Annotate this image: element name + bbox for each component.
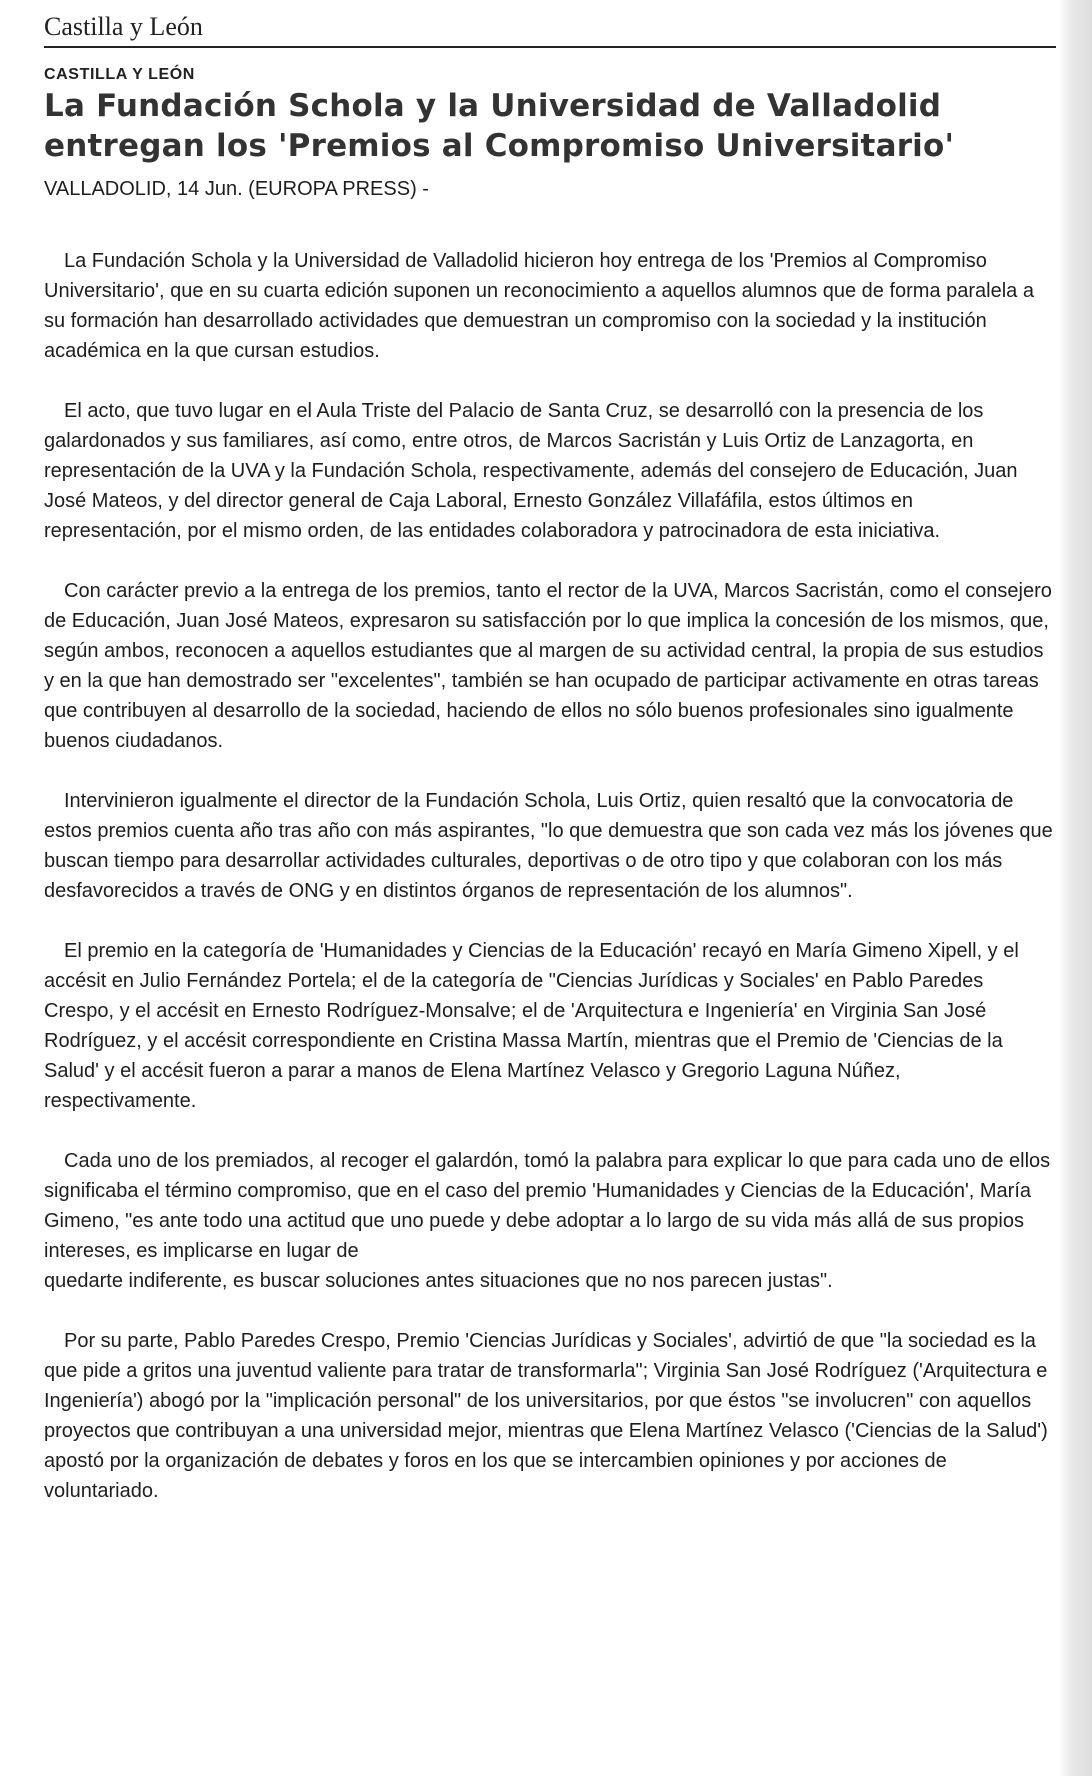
article-paragraph: La Fundación Schola y la Universidad de Valladolid hicieron hoy entrega de los 'Premios al Compromiso Universitario', que en su cuarta edición suponen un reconocimiento a aquellos alumnos que de forma paralela a su formación han desarrollado actividades que demuestran un compromiso con la sociedad y la institución académica en la que cursan estudios. — [44, 250, 1034, 362]
header-rule — [44, 46, 1056, 48]
article-paragraph: El premio en la categoría de 'Humanidades y Ciencias de la Educación' recayó en María Gimeno Xipell, y el accésit en Julio Fernández Portela; el de la categoría de "Ciencias Jurídicas y Sociales' en Pablo Paredes Crespo, y el accésit en Ernesto Rodríguez-Monsalve; el de 'Arquitectura e Ingeniería' en Virginia San José Rodríguez, y el accésit correspondiente en Cristina Massa Martín, mientras que el Premio de 'Ciencias de la Salud' y el accésit fueron a parar a manos de Elena Martínez Velasco y Gregorio Laguna Núñez, respectivamente. — [44, 940, 1019, 1112]
article-paragraph: Con carácter previo a la entrega de los premios, tanto el rector de la UVA, Marcos Sacristán, como el consejero de Educación, Juan José Mateos, expresaron su satisfacción por lo que implica la concesión de los mismos, que, según ambos, reconocen a aquellos estudiantes que al margen de su actividad central, la propia de sus estudios y en la que han demostrado ser "excelentes", también se han ocupado de participar activamente en otras tareas que contribuyen al desarrollo de la sociedad, haciendo de ellos no sólo buenos profesionales sino igualmente buenos ciudadanos. — [44, 580, 1052, 752]
article-paragraph: El acto, que tuvo lugar en el Aula Triste del Palacio de Santa Cruz, se desarrolló con la presencia de los galardonados y sus familiares, así como, entre otros, de Marcos Sacristán y Luis Ortiz de Lanzagorta, en representación de la UVA y la Fundación Schola, respectivamente, además del consejero de Educación, Juan José Mateos, y del director general de Caja Laboral, Ernesto González Villafáfila, estos últimos en representación, por el mismo orden, de las entidades colaboradora y patrocinadora de esta iniciativa. — [44, 400, 1018, 542]
article-paragraph: Intervinieron igualmente el director de la Fundación Schola, Luis Ortiz, quien resaltó que la convocatoria de estos premios cuenta año tras año con más aspirantes, "lo que demuestra que son cada vez más los jóvenes que buscan tiempo para desarrollar actividades culturales, deportivas o de otro tipo y que colaboran con los más desfavorecidos a través de ONG y en distintos órganos de representación de los alumnos". — [44, 790, 1053, 902]
article-paragraph: Cada uno de los premiados, al recoger el galardón, tomó la palabra para explicar lo que para cada uno de ellos significaba el término compromiso, que en el caso del premio 'Humanidades y Ciencias de la Educación', María Gimeno, "es ante todo una actitud que uno puede y debe adoptar a lo largo de su vida más allá de sus propios intereses, es implicarse en lugar de — [44, 1150, 1051, 1262]
article — [44, 64, 1054, 1536]
article-kicker: CASTILLA Y LEÓN — [44, 66, 195, 83]
article-headline: La Fundación Schola y la Universidad de Valladolid entregan los 'Premios al Compromiso Universitario' — [44, 88, 955, 164]
article-paragraph: Por su parte, Pablo Paredes Crespo, Premio 'Ciencias Jurídicas y Sociales', advirtió de que "la sociedad es la que pide a gritos una juventud valiente para tratar de transformarla"; Virginia San José Rodríguez ('Arquitectura e Ingeniería') abogó por la "implicación personal" de los universitarios, por que éstos "se involucren" con aquellos proyectos que contribuyan a una universidad mejor, mientras que Elena Martínez Velasco ('Ciencias de la Salud') apostó por la organización de debates y foros en los que se intercambien opiniones y por acciones de voluntariado. — [44, 1330, 1048, 1502]
scan-edge-shadow — [1058, 0, 1092, 1776]
article-paragraph-continuation: quedarte indiferente, es buscar soluciones antes situaciones que no nos parecen justas". — [44, 1270, 833, 1292]
article-dateline: VALLADOLID, 14 Jun. (EUROPA PRESS) - — [44, 178, 429, 200]
page-header — [44, 12, 1056, 48]
article-body — [44, 246, 1054, 1506]
section-title: Castilla y León — [44, 12, 203, 41]
